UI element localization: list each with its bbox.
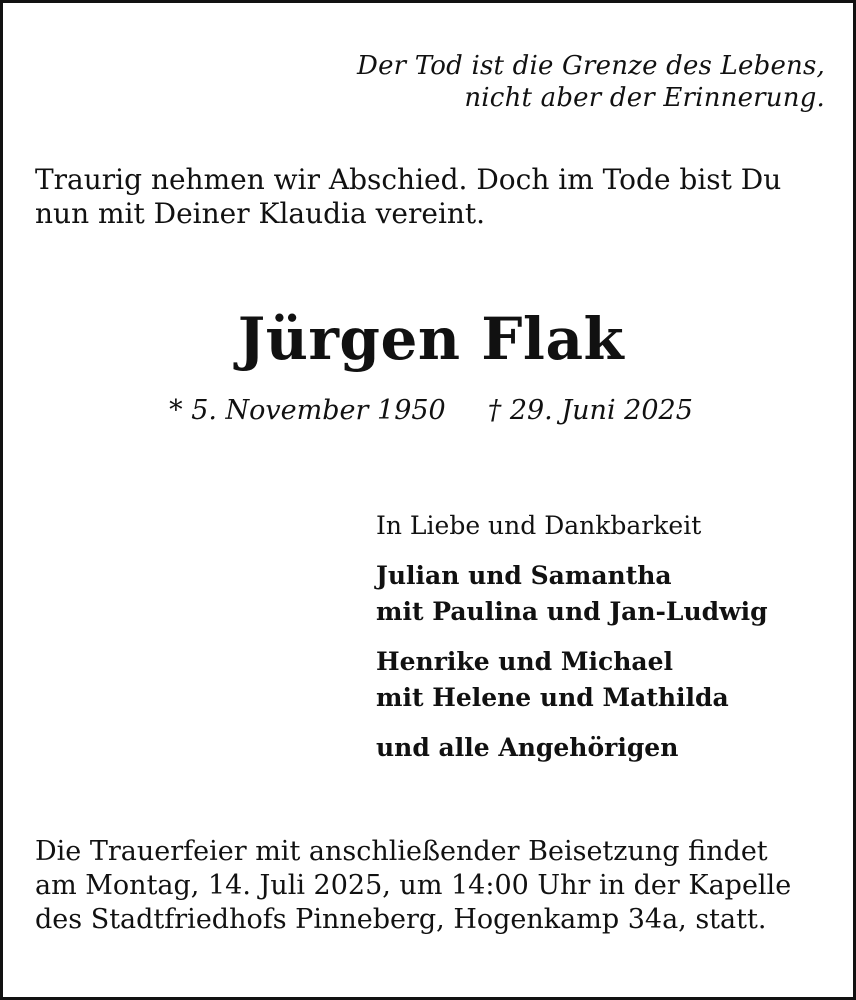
family-line: Henrike und Michael bbox=[376, 647, 674, 676]
family-signatures bbox=[376, 508, 768, 780]
motto-line: nicht aber der Erinnerung. bbox=[464, 83, 825, 113]
intro-text bbox=[35, 163, 835, 231]
intro-line: Traurig nehmen wir Abschied. Doch im Tode bist Du bbox=[35, 163, 782, 196]
family-line: Julian und Samantha bbox=[376, 561, 672, 590]
ceremony-line: des Stadtfriedhofs Pinneberg, Hogenkamp 34a, statt. bbox=[35, 904, 767, 935]
motto-line: Der Tod ist die Grenze des Lebens, bbox=[357, 51, 825, 81]
death-date: † 29. Juni 2025 bbox=[487, 395, 693, 426]
deceased-name: Jürgen Flak bbox=[237, 305, 625, 373]
family-line: mit Helene und Mathilda bbox=[376, 683, 729, 712]
ceremony-line: Die Trauerfeier mit anschließender Beisetzung findet bbox=[35, 836, 768, 867]
family-line: mit Paulina und Jan-Ludwig bbox=[376, 597, 768, 626]
life-dates bbox=[3, 393, 856, 429]
thanks-line: In Liebe und Dankbarkeit bbox=[376, 511, 702, 540]
motto-quote bbox=[357, 50, 825, 114]
ceremony-line: am Montag, 14. Juli 2025, um 14:00 Uhr in der Kapelle bbox=[35, 870, 792, 901]
family-group-2 bbox=[376, 644, 768, 716]
family-group-3 bbox=[376, 730, 768, 766]
family-line: und alle Angehörigen bbox=[376, 733, 679, 762]
intro-line: nun mit Deiner Klaudia vereint. bbox=[35, 197, 486, 230]
birth-date: * 5. November 1950 bbox=[169, 395, 446, 426]
family-group-1 bbox=[376, 558, 768, 630]
ceremony-details bbox=[35, 835, 835, 937]
